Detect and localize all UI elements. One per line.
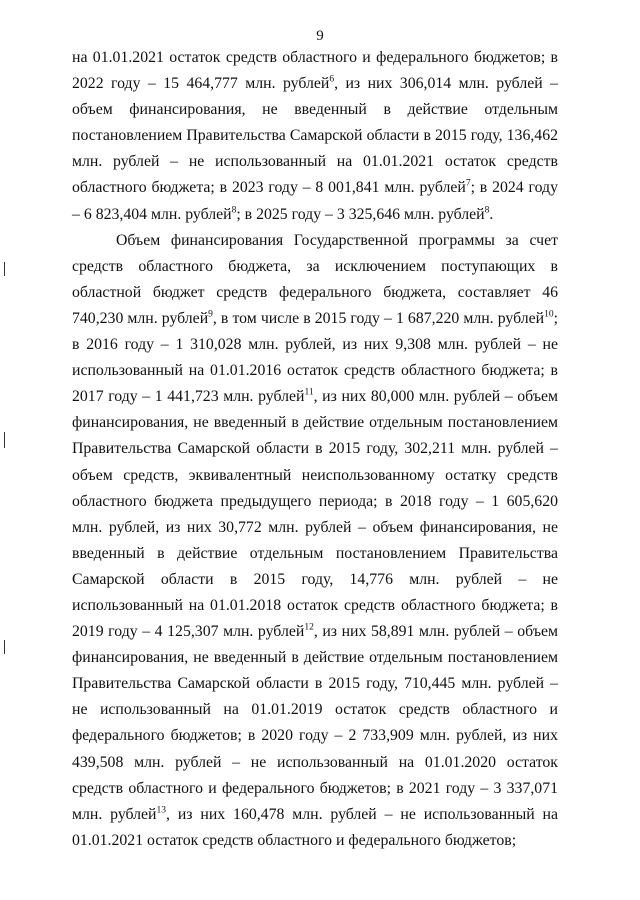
paragraph-text: , в том числе в 2015 году – 1 687,220 млн. рублей [212, 309, 545, 327]
page-number: 9 [316, 28, 324, 44]
paragraph-text: , из них 306,014 млн. рублей – объем финансирования, не введенный в действие отдельным постановлением Правительства Самарской области в 2015 году, 136,462 млн. рублей – не использованный на 01.01.2021 остаток средств областного бюджета; в 2023 году – 8 001,841 млн. рублей [72, 75, 558, 197]
footnote-ref: 13 [156, 805, 167, 816]
paragraph-text: , из них 58,891 млн. рублей – объем финансирования, не введенный в действие отдельным постановлением Правительства Самарской области в 2015 году, 710,445 млн. рублей – не использованный на 01.01.2019 остаток средств областного и федерального бюджетов; в 2020 году – 2 733,909 млн. рублей, из них 439,508 млн. рублей – не использованный на 01.01.2020 остаток средств областного и федерального бюджетов; в 2021 году – 3 337,071 млн. рублей [72, 623, 559, 823]
scan-margin-mark [4, 432, 5, 448]
scan-margin-mark [4, 640, 5, 654]
scan-margin-mark [4, 262, 5, 276]
document-body [72, 45, 558, 854]
footnote-ref: 12 [304, 622, 314, 633]
footnote-ref: 10 [544, 309, 554, 320]
footnote-ref: 6 [329, 74, 335, 85]
paragraph-continuation [72, 45, 558, 228]
footnote-ref: 8 [484, 205, 490, 216]
paragraph-text: , из них 80,000 млн. рублей – объем финансирования, не введенный в действие отдельным постановлением Правительства Самарской области в 2015 году, 302,211 млн. рублей – объем средств, эквивалентный неиспользованному остатку средств областного бюджета предыдущего периода; в 2018 году – 1 605,620 млн. рублей, из них 30,772 млн. рублей – объем финансирования, не введенный в действие отдельным постановлением Правительства Самарской области в 2015 году, 14,776 млн. рублей – не использованный на 01.01.2018 остаток средств областного бюджета; в 2019 году – 4 125,307 млн. рублей [72, 388, 559, 641]
footnote-ref: 9 [208, 309, 213, 320]
footnote-ref: 7 [465, 179, 471, 190]
paragraph-text: на 01.01.2021 остаток средств областного и федерального бюджетов; в 2022 году – 15 464,777 млн. рублей [72, 49, 558, 93]
footnote-ref: 8 [231, 205, 237, 216]
paragraph-text: . [489, 205, 494, 223]
paragraph-text: ; в 2016 году – 1 310,028 млн. рублей, из них 9,308 млн. рублей – не использованный на 01.01.2016 остаток средств областного бюджета; в 2017 году – 1 441,723 млн. рублей [72, 309, 558, 406]
paragraph-text: , из них 160,478 млн. рублей – не использованный на 01.01.2021 остаток средств областного и федерального бюджетов; [72, 805, 558, 849]
paragraph-text: Объем финансирования Государственной программы за счет средств областного бюджета, за исключением поступающих в областной бюджет средств федерального бюджета, составляет 46 740,230 млн. рублей [72, 231, 558, 327]
footnote-ref: 11 [304, 387, 314, 398]
paragraph-text: ; в 2025 году – 3 325,646 млн. рублей [236, 205, 485, 223]
paragraph-text: ; в 2024 году – 6 823,404 млн. рублей [72, 179, 558, 223]
paragraph-regional-budget [72, 228, 558, 854]
